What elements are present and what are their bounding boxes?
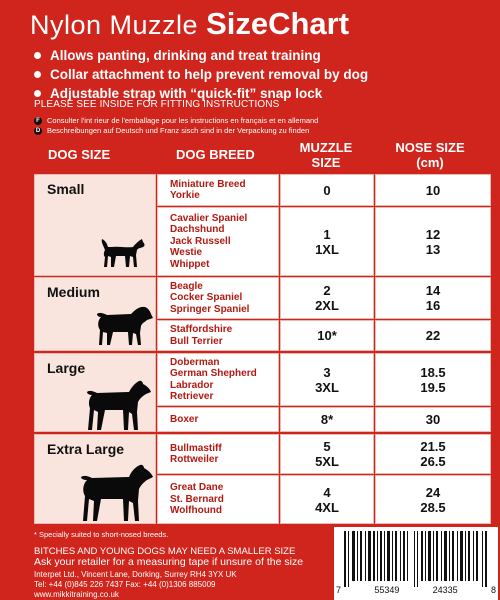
feature-item: Adjustable strap with “quick-fit” snap lock [34,84,484,103]
french-note: F Consulter l'int rieur de l'emballage pour les instructions en français et en allemand [34,116,318,126]
nose-cell: 24 28.5 [375,475,491,524]
column-header-dog-size: DOG SIZE [48,147,111,162]
nose-cell: 22 [375,320,491,351]
muzzle-cell: 8* [280,407,374,432]
nose-cell: 18.5 19.5 [375,353,491,406]
size-group-label: Medium [47,284,100,300]
muzzle-cell: 3 3XL [280,353,374,406]
medium-dog-icon [93,304,155,348]
size-group-small [34,174,156,276]
retailer-note: Ask your retailer for a measuring tape if unsure of the size [34,556,304,568]
breed-cell: Great Dane St. Bernard Wolfhound [157,475,279,524]
size-group-label: Large [47,360,86,376]
size-group-extra-large [34,434,156,524]
column-header-dog-breed: DOG BREED [176,147,255,162]
extra-large-dog-icon [79,461,155,523]
title-sizechart: SizeChart [206,6,350,41]
column-header-nose-size: NOSE SIZE (cm) [395,140,465,170]
chart-title [30,6,490,42]
breed-cell: Cavalier Spaniel Dachshund Jack Russell Westie Whippet [157,207,279,276]
barcode-bars [344,531,488,587]
barcode-digits: 7 55349 24335 8 [336,585,496,595]
column-header-muzzle-size: MUZZLE SIZE [299,140,353,170]
title-product: Nylon Muzzle [30,10,199,40]
smaller-size-note: BITCHES AND YOUNG DOGS MAY NEED A SMALLER SIZE [34,546,296,557]
breed-cell: Staffordshire Bull Terrier [157,320,279,351]
barcode [334,527,498,600]
breed-cell: Bullmastiff Rottweiler [157,434,279,474]
breed-cell: Doberman German Shepherd Labrador Retriever [157,353,279,406]
flag-f-icon: F [34,117,42,125]
size-group-large [34,353,156,432]
size-group-label: Small [47,181,85,197]
nose-cell: 14 16 [375,277,491,319]
size-group-label: Extra Large [47,441,125,457]
breed-cell: Boxer [157,407,279,432]
bullet-icon [34,71,41,78]
fitting-notice: PLEASE SEE INSIDE FOR FITTING INSTRUCTIONS [34,99,280,110]
nose-cell: 21.5 26.5 [375,434,491,474]
large-dog-icon [85,378,153,432]
muzzle-cell: 2 2XL [280,277,374,319]
bullet-icon [34,90,41,97]
muzzle-cell: 4 4XL [280,475,374,524]
bullet-icon [34,52,41,59]
feature-item: Collar attachment to help prevent removal by dog [34,65,484,84]
german-note: D Beschreibungen auf Deutsch und Franz sisch sind in der Verpackung zu finden [35,126,310,135]
footnote: * Specially suited to short-nosed breeds. [34,530,169,539]
muzzle-cell: 5 5XL [280,434,374,474]
website-link[interactable]: www.mikkitraining.co.uk [34,590,119,599]
muzzle-cell: 1 1XL [280,207,374,276]
muzzle-cell: 0 [280,174,374,206]
nose-cell: 12 13 [375,207,491,276]
feature-item: Allows panting, drinking and treat training [34,46,484,65]
breed-cell: Beagle Cocker Spaniel Springer Spaniel [157,277,279,319]
nose-cell: 10 [375,174,491,206]
nose-cell: 30 [375,407,491,432]
flag-d-icon: D [35,128,41,135]
small-dog-icon [99,235,147,271]
breed-cell: Miniature Breed Yorkie [157,174,279,206]
size-group-medium [34,277,156,351]
feature-list [34,46,484,103]
tel-fax: Tel: +44 (0)845 226 7437 Fax: +44 (0)1306 885009 [34,580,216,589]
muzzle-cell: 10* [280,320,374,351]
address: Interpet Ltd., Vincent Lane, Dorking, Surrey RH4 3YX UK [34,570,237,579]
